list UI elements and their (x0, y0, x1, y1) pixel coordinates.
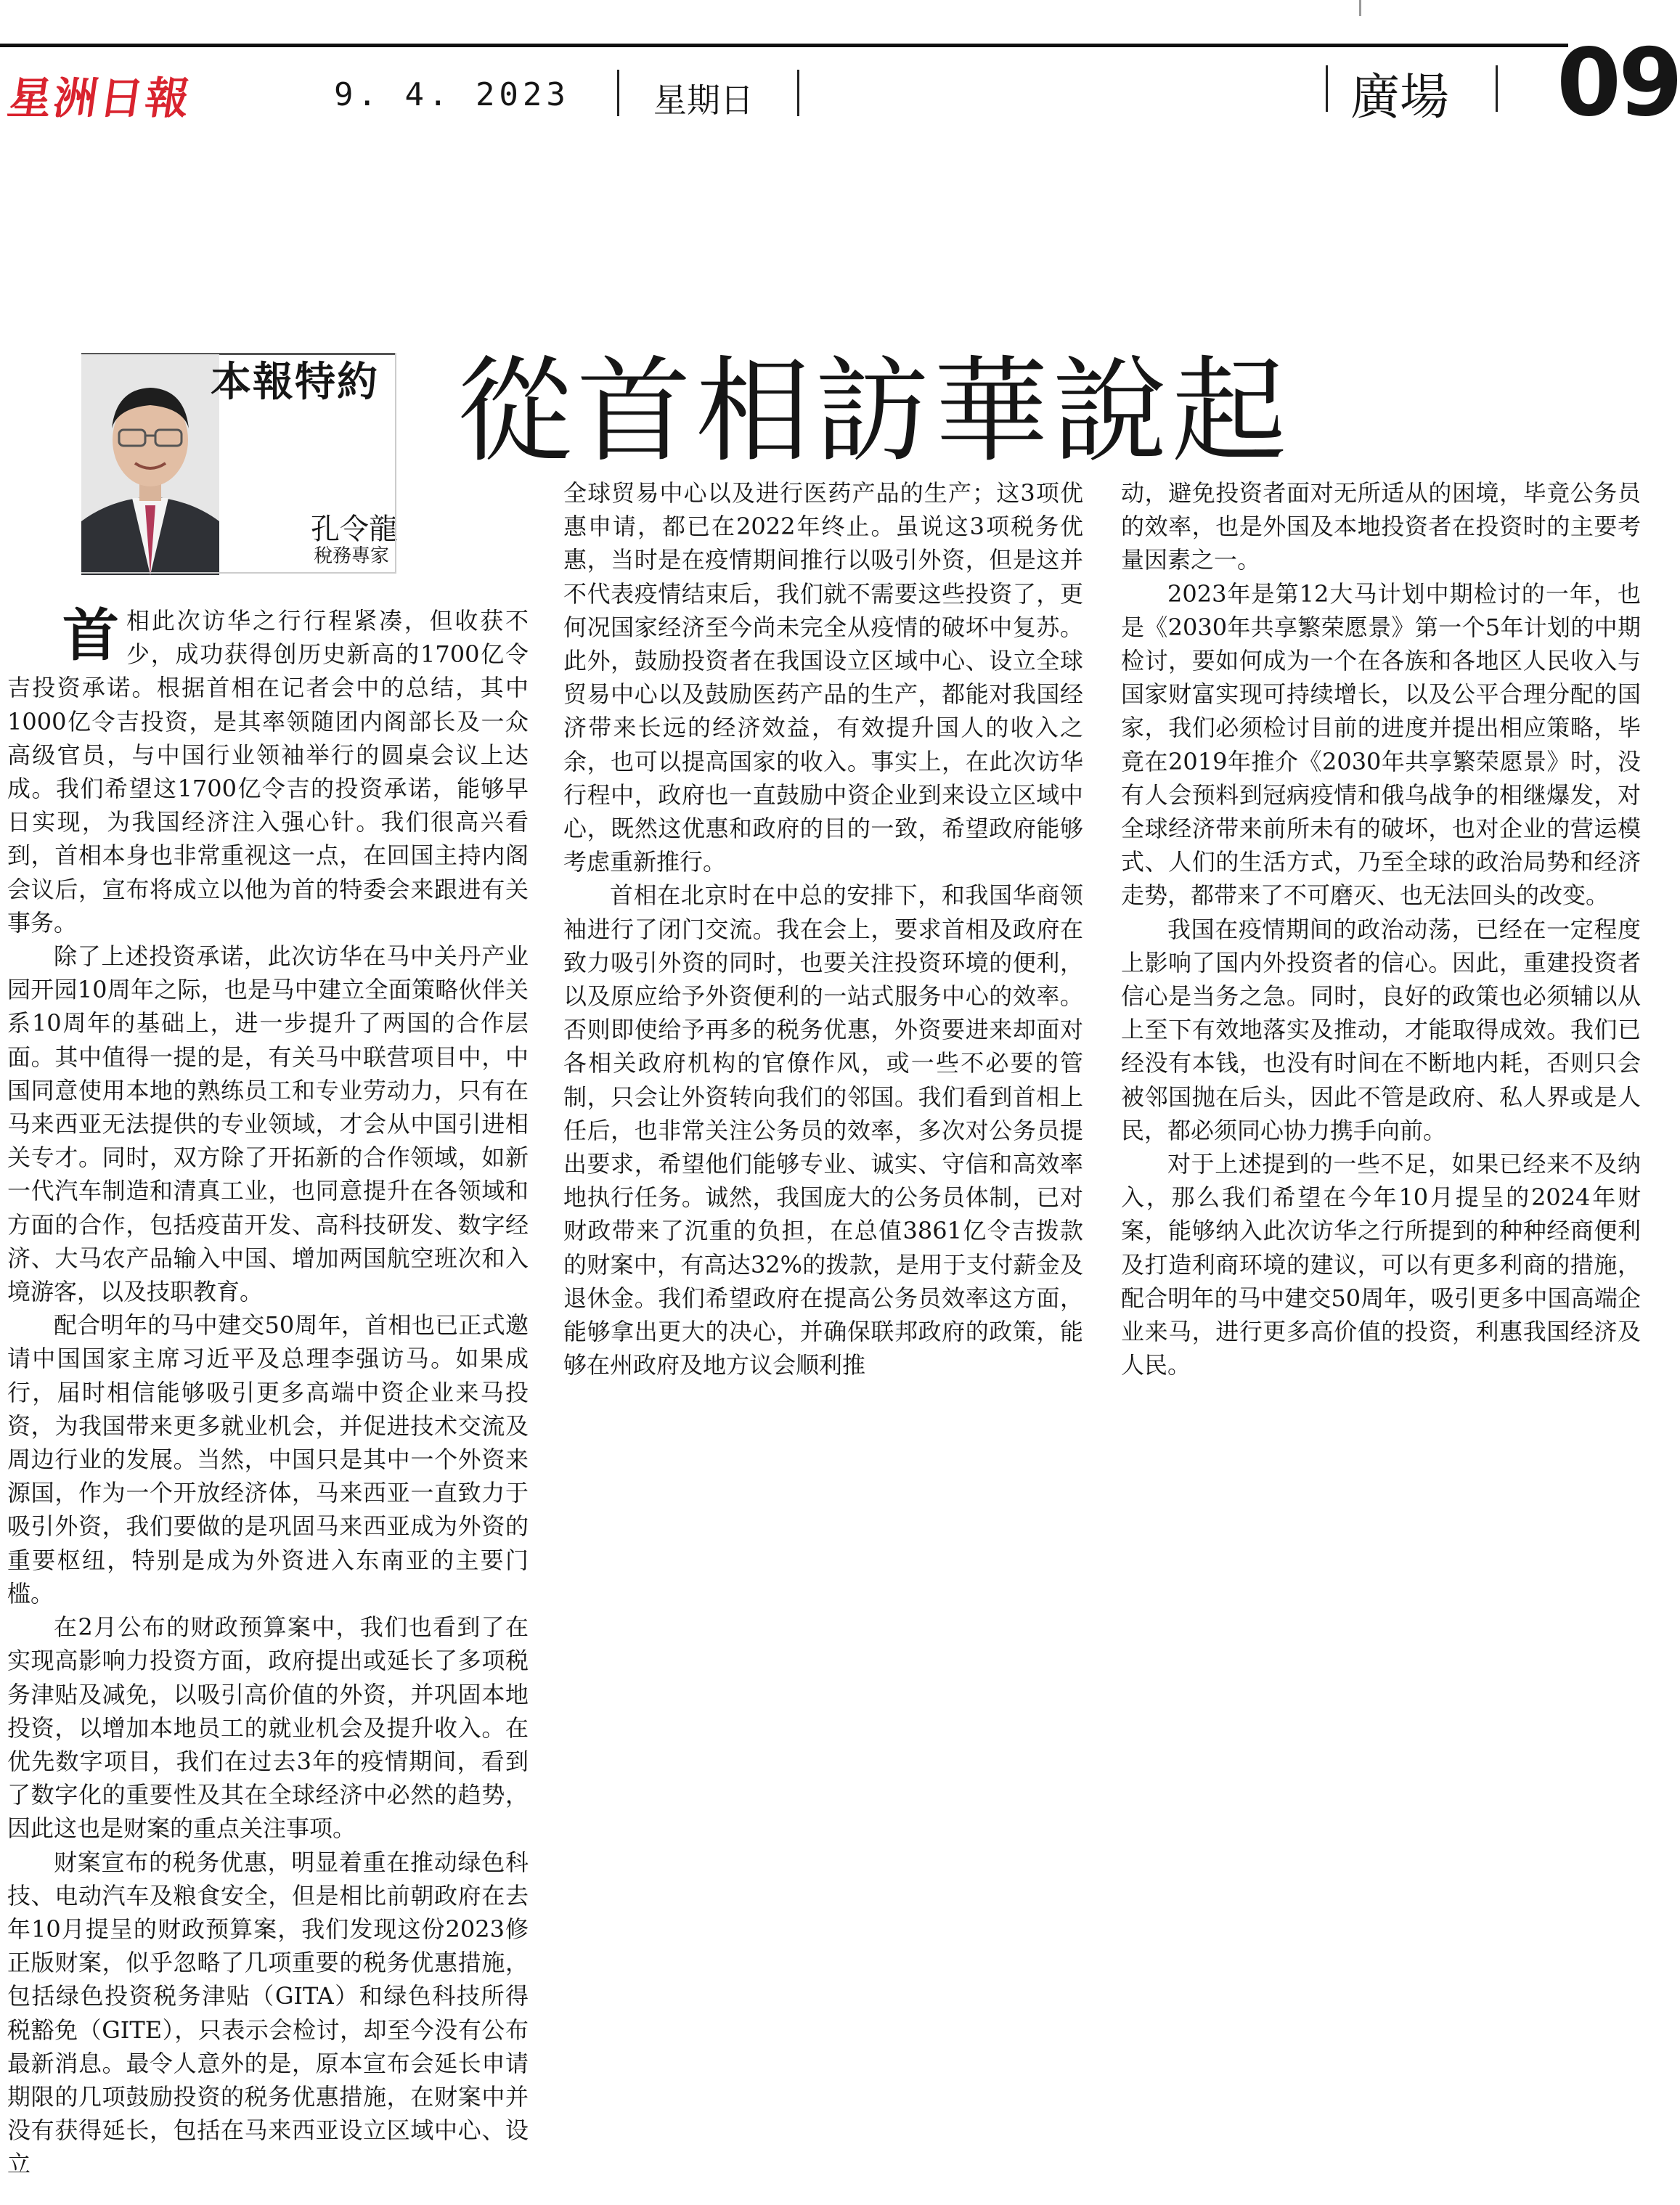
article-column-1 (7, 604, 529, 2181)
header-divider (617, 70, 619, 116)
article-paragraph: 2023年是第12大马计划中期检讨的一年，也是《2030年共享繁荣愿景》第一个5年计划的中期检讨，要如何成为一个在各族和各地区人民收入与国家财富实现可持续增长，以及公平合理分配的国家，我们必须检讨目前的进度并提出相应策略，毕竟在2019年推介《2030年共享繁荣愿景》时，没有人会预料到冠病疫情和俄乌战争的相继爆发，对全球经济带来前所未有的破坏，也对企业的营运模式、人们的生活方式，乃至全球的政治局势和经济走势，都带来了不可磨灭、也无法回头的改变。 (1121, 579, 1641, 910)
article-headline: 從首相訪華說起 (457, 345, 1291, 478)
header-divider (797, 70, 799, 116)
article-paragraph: 首相在北京时在中总的安排下，和我国华商领袖进行了闭门交流。我在会上，要求首相及政府在致力吸引外资的同时，也要关注投资环境的便利，以及原应给予外资便利的一站式服务中心的效率。否则即使给予再多的税务优惠，外资要进来却面对各相关政府机构的官僚作风，或一些不必要的管制，只会让外资转向我们的邻国。我们看到首相上任后，也非常关注公务员的效率，多次对公务员提出要求，希望他们能够专业、诚实、守信和高效率地执行任务。诚然，我国庞大的公务员体制，已对财政带来了沉重的负担，在总值3861亿令吉拨款的财案中，有高达32%的拨款，是用于支付薪金及退休金。我们希望政府在提高公务员效率这方面，能够拿出更大的决心，并确保联邦政府的政策，能够在州政府及地方议会顺利推 (563, 881, 1083, 1379)
header-rule (0, 44, 1568, 47)
article-paragraph: 对于上述提到的一些不足，如果已经来不及纳入，那么我们希望在今年10月提呈的2024年财案，能够纳入此次访华之行所提到的种种经商便利及打造利商环境的建议，可以有更多利商的措施，配合明年的马中建交50周年，吸引更多中国高端企业来马，进行更多高价值的投资，利惠我国经济及人民。 (1121, 1150, 1641, 1379)
section-name: 廣場 (1350, 69, 1450, 126)
author-name: 孔令龍 (311, 513, 398, 546)
article-column-3 (1121, 476, 1641, 1382)
issue-date: 9. 4. 2023 (334, 76, 570, 113)
article-paragraph: 配合明年的马中建交50周年，首相也已正式邀请中国国家主席习近平及总理李强访马。如果成行，届时相信能够吸引更多高端中资企业来马投资，为我国带来更多就业机会，并促进技术交流及周边行业的发展。当然，中国只是其中一个外资来源国，作为一个开放经济体，马来西亚一直致力于吸引外资，我们要做的是巩固马来西亚成为外资的重要枢纽，特别是成为外资进入东南亚的主要门槛。 (7, 1311, 529, 1607)
article-column-2 (563, 476, 1083, 1382)
top-crop-mark (1359, 0, 1361, 16)
article-paragraph: 全球贸易中心以及进行医药产品的生产；这3项优惠申请，都已在2022年终止。虽说这3项税务优惠，当时是在疫情期间推行以吸引外资，但是这并不代表疫情结束后，我们就不需要这些投资了，更何况国家经济至今尚未完全从疫情的破坏中复苏。此外，鼓励投资者在我国设立区域中心、设立全球贸易中心以及鼓励医药产品的生产，都能对我国经济带来长远的经济效益，有效提升国人的收入之余，也可以提高国家的收入。事实上，在此次访华行程中，政府也一直鼓励中资企业到来设立区域中心，既然这优惠和政府的目的一致，希望政府能够考虑重新推行。 (563, 479, 1083, 876)
article-paragraph: 动，避免投资者面对无所适从的困境，毕竟公务员的效率，也是外国及本地投资者在投资时的主要考量因素之一。 (1121, 479, 1641, 574)
article-paragraph: 我国在疫情期间的政治动荡，已经在一定程度上影响了国内外投资者的信心。因此，重建投资者信心是当务之急。同时，良好的政策也必须辅以从上至下有效地落实及推动，才能取得成效。我们已经没有本钱，也没有时间在不断地内耗，否则只会被邻国抛在后头，因此不管是政府、私人界或是人民，都必须同心协力携手向前。 (1121, 915, 1641, 1144)
article-paragraph: 除了上述投资承诺，此次访华在马中关丹产业园开园10周年之际，也是马中建立全面策略伙伴关系10周年的基础上，进一步提升了两国的合作层面。其中值得一提的是，有关马中联营项目中，中国同意使用本地的熟练员工和专业劳动力，只有在马来西亚无法提供的专业领域，才会从中国引进相关专才。同时，双方除了开拓新的合作领域，如新一代汽车制造和清真工业，也同意提升在各领域和方面的合作，包括疫苗开发、高科技研发、数字经济、大马农产品输入中国、增加两国航空班次和入境游客，以及技职教育。 (7, 942, 529, 1306)
author-title: 稅務專家 (314, 545, 390, 567)
issue-weekday: 星期日 (653, 81, 754, 120)
header-divider (1326, 65, 1328, 112)
header-divider (1496, 65, 1498, 112)
drop-cap: 首 (62, 603, 120, 669)
article-paragraph: 在2月公布的财政预算案中，我们也看到了在实现高影响力投资方面，政府提出或延长了多项税务津贴及减免，以吸引高价值的外资，并巩固本地投资，以增加本地员工的就业机会及提升收入。在优先数字项目，我们在过去3年的疫情期间，看到了数字化的重要性及其在全球经济中必然的趋势，因此这也是财案的重点关注事项。 (7, 1613, 529, 1843)
page-number: 09 (1557, 29, 1680, 137)
masthead-logo: 星洲日報 (4, 73, 195, 124)
column-label: 本報特約 (211, 359, 379, 406)
article-paragraph: 相此次访华之行行程紧凑，但收获不少，成功获得创历史新高的1700亿令吉投资承诺。根据首相在记者会中的总结，其中1000亿令吉投资，是其率领随团内阁部长及一众高级官员，与中国行业领袖举行的圆桌会议上达成。我们希望这1700亿令吉的投资承诺，能够早日实现，为我国经济注入强心针。我们很高兴看到，首相本身也非常重视这一点，在回国主持内阁会议后，宣布将成立以他为首的特委会来跟进有关事务。 (7, 607, 529, 937)
byline-frame (81, 353, 396, 574)
article-paragraph: 财案宣布的税务优惠，明显着重在推动绿色科技、电动汽车及粮食安全，但是相比前朝政府在去年10月提呈的财政预算案，我们发现这份2023修正版财案，似乎忽略了几项重要的税务优惠措施，包括绿色投资税务津贴（GITA）和绿色科技所得税豁免（GITE），只表示会检讨，却至今没有公布最新消息。最令人意外的是，原本宣布会延长申请期限的几项鼓励投资的税务优惠措施，在财案中并没有获得延长，包括在马来西亚设立区域中心、设立 (7, 1848, 529, 2178)
